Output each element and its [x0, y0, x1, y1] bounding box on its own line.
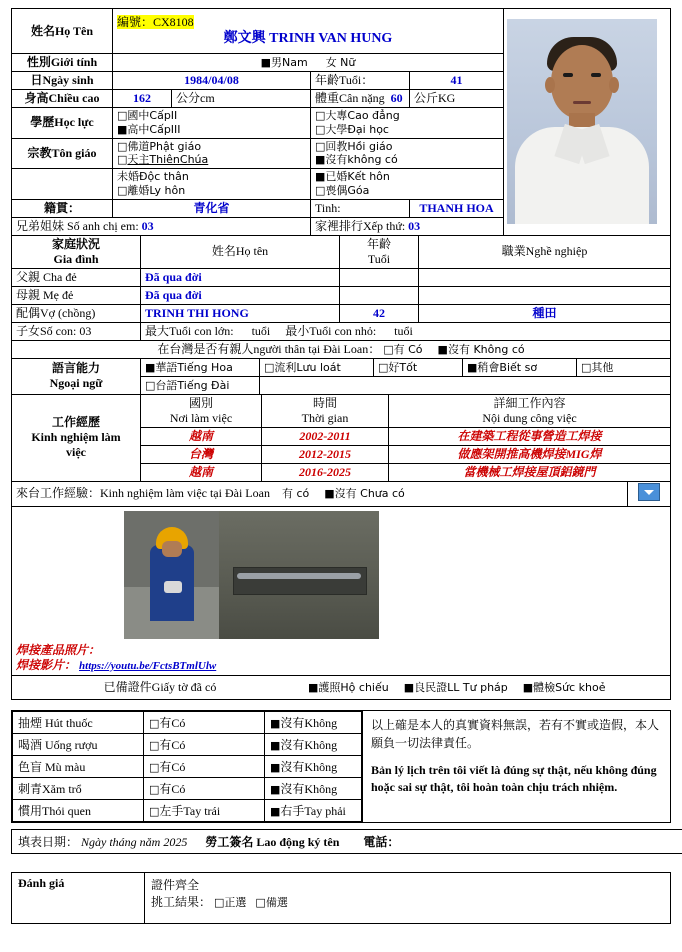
- lang-taiwanese-option[interactable]: □台語Tiếng Đài: [145, 378, 230, 392]
- exp-content-header: 詳細工作內容 Nội dung công việc: [389, 394, 671, 427]
- marital-married[interactable]: ■已婚Kết hôn: [315, 170, 390, 183]
- family-header: 家庭狀況 Gia đình: [12, 235, 141, 268]
- rel-option-muslim[interactable]: □回教Hồi giáo: [315, 139, 393, 153]
- habit-no-colorblind[interactable]: ■沒有Không: [265, 756, 362, 778]
- exp-country-1: 越南: [141, 427, 262, 445]
- religion-col1: [113, 138, 311, 169]
- height-label: 身高Chiều cao: [12, 90, 113, 108]
- signature-row: [11, 829, 682, 854]
- taiwan-exp-cell: 來台工作經驗：Kinh nghiệm làm việc tại Đài Loan 有 có ■沒有 Chưa có: [12, 481, 628, 506]
- lang-taiwanese-level: [260, 376, 671, 394]
- family-age-father: [340, 268, 419, 286]
- language-label: 語言能力 Ngoại ngữ: [12, 358, 141, 394]
- rel-option-none[interactable]: ■沒有không có: [315, 153, 398, 167]
- marital-single[interactable]: 未婚Độc thân: [117, 170, 189, 183]
- province-label: Tinh:: [311, 199, 410, 217]
- exp-time-1: 2002-2011: [262, 427, 389, 445]
- lang-taiwanese-cell: [141, 376, 260, 394]
- religion-col2: [311, 138, 504, 169]
- lang-chinese-option[interactable]: ■華語Tiếng Hoa: [145, 360, 233, 374]
- table-row: [12, 286, 671, 304]
- edu-option-junior[interactable]: □國中CấpII: [117, 109, 178, 122]
- habit-no-tattoo[interactable]: ■沒有Không: [265, 778, 362, 800]
- marital-divorced[interactable]: □離婚Ly hôn: [117, 183, 186, 197]
- work-photos-cell: [12, 506, 671, 676]
- fill-date-value: Ngày tháng năm 2025: [81, 835, 188, 850]
- table-row: [12, 340, 671, 358]
- table-row: [13, 778, 362, 800]
- siblings-cell: 兄弟姐妹 Số anh chị em: 03: [12, 217, 311, 235]
- eval-primary-option[interactable]: □正選: [214, 896, 247, 910]
- exp-country-2: 台灣: [141, 445, 262, 463]
- family-rel-father: 父親 Cha đẻ: [12, 268, 141, 286]
- family-rel-spouse: 配偶Vợ (chồng): [12, 304, 141, 322]
- edu-option-college[interactable]: □大專Cao đẳng: [315, 109, 400, 122]
- table-row: [12, 506, 671, 676]
- birth-label: 日Ngày sinh: [12, 72, 113, 90]
- evaluation-table: [11, 872, 671, 924]
- table-row: [13, 712, 362, 734]
- siblings-value: 03: [141, 218, 154, 233]
- doc-passport-option[interactable]: ■護照Hộ chiếu: [308, 681, 389, 695]
- lang-fluent-option[interactable]: □流利Lưu loát: [264, 360, 341, 374]
- family-age-header: 年齡 Tuổi: [340, 235, 419, 268]
- religion-label: 宗教Tôn giáo: [12, 138, 113, 169]
- photo-caption-label: 焊接產品照片：: [16, 642, 101, 657]
- documents-label: 已備證件Giấy tờ đã có: [103, 680, 217, 695]
- family-job-mother: [419, 286, 671, 304]
- work-photo-group: [16, 511, 670, 639]
- habits-declaration-table: [11, 710, 671, 823]
- documents-row: [12, 676, 671, 700]
- experience-table: [11, 394, 671, 482]
- evaluation-content: [145, 873, 671, 924]
- name-label: 姓名Họ Tên: [12, 9, 113, 54]
- table-row: [12, 322, 671, 340]
- lang-good-option[interactable]: □好Tốt: [378, 360, 418, 374]
- exp-country-header: 國別 Nơi làm việc: [141, 394, 262, 427]
- education-col2: [311, 108, 504, 139]
- id-value: CX8108: [153, 14, 194, 29]
- table-row: [13, 800, 362, 822]
- habit-yes-hand[interactable]: □左手Tay trái: [144, 800, 265, 822]
- weight-unit: 公斤KG: [410, 90, 504, 108]
- experience-label: 工作經歷 Kinh nghiệm làm việc: [12, 394, 141, 481]
- marital-col2: [311, 169, 504, 200]
- language-table: [11, 358, 671, 395]
- habit-no-drink[interactable]: ■沒有Không: [265, 734, 362, 756]
- taiwan-rel-no[interactable]: ■沒有 Không có: [437, 342, 525, 356]
- habit-label-drink: 喝酒 Uống rượu: [13, 734, 144, 756]
- table-row: [12, 481, 671, 506]
- habit-yes-smoke[interactable]: □有Có: [144, 712, 265, 734]
- rel-option-catholic[interactable]: □天主ThiênChúa: [117, 153, 209, 167]
- lang-little-option[interactable]: ■稍會Biết sơ: [467, 360, 538, 374]
- children-ages: 最大Tuổi con lớn: tuổi 最小Tuổi con nhỏ: tuổi: [141, 322, 671, 340]
- marital-widowed[interactable]: □喪偶Góa: [315, 183, 370, 197]
- gender-label: 性別Giới tính: [12, 54, 113, 72]
- family-job-header: 職業Nghề nghiệp: [419, 235, 671, 268]
- dropdown-cell: [628, 481, 671, 506]
- family-job-father: [419, 268, 671, 286]
- eval-result-line: 挑工結果： □正選 □備選: [151, 895, 288, 910]
- exp-time-3: 2016-2025: [262, 463, 389, 481]
- family-name-mother: Đã qua đời: [141, 286, 340, 304]
- habit-label-hand: 慣用Thói quen: [13, 800, 144, 822]
- table-row: [12, 9, 671, 54]
- video-caption-label: 焊接影片：: [16, 657, 77, 672]
- habits-table: [12, 711, 362, 822]
- table-row: [12, 676, 671, 700]
- gender-female-option[interactable]: 女 Nữ: [325, 56, 356, 69]
- province-value: THANH HOA: [410, 199, 504, 217]
- family-name-header: 姓名Họ tên: [141, 235, 340, 268]
- exp-content-3: 當機械工焊接屋頂鋁鏡門: [389, 463, 671, 481]
- declaration-cell: [363, 711, 671, 823]
- name-cell: [113, 9, 504, 54]
- fill-date-label: 填表日期：: [18, 835, 79, 850]
- welder-photo: [124, 511, 219, 639]
- documents-options: [304, 679, 666, 696]
- table-row: [12, 235, 671, 268]
- weight-label: 體重Cân nặng 60: [311, 90, 410, 108]
- age-value: 41: [410, 72, 504, 90]
- taiwan-rel-yes[interactable]: □有 Có: [383, 342, 423, 356]
- education-label: 學歷Học lực: [12, 108, 113, 139]
- height-unit: 公分cm: [172, 90, 311, 108]
- signature-label: 勞工簽名 Lao động ký tên: [205, 835, 340, 850]
- main-form-table: [11, 8, 671, 236]
- declaration-vietnamese: Bản lý lịch trên tôi viết là đúng sự thật, nếu không đúng hoặc sai sự thật, tôi hoàn toàn chịu trách nhiệm.: [371, 763, 657, 795]
- lang-good-cell: [374, 358, 463, 376]
- lang-fluent-cell: [260, 358, 374, 376]
- weld-product-photo: [219, 511, 379, 639]
- table-row: [12, 358, 671, 376]
- exp-content-1: 在建築工程從事營造工焊接: [389, 427, 671, 445]
- eval-backup-option[interactable]: □備選: [255, 896, 288, 910]
- table-row: [12, 304, 671, 322]
- education-col1: [113, 108, 311, 139]
- tw-exp-yes[interactable]: 有 có: [281, 487, 310, 500]
- habits-cell: [12, 711, 363, 823]
- origin-label: 籍貫：: [12, 199, 113, 217]
- video-link[interactable]: https://youtu.be/FctsBTmlUlw: [79, 659, 217, 672]
- edu-option-university[interactable]: □大學Đại học: [315, 122, 389, 136]
- marital-label-blank: [12, 169, 113, 200]
- birth-value: 1984/04/08: [113, 72, 311, 90]
- lang-little-cell: [463, 358, 577, 376]
- family-name-father: Đã qua đời: [141, 268, 340, 286]
- habit-label-colorblind: 色盲 Mù màu: [13, 756, 144, 778]
- family-job-spouse: 種田: [419, 304, 671, 322]
- family-table: [11, 235, 671, 359]
- family-name-spouse: TRINH THI HONG: [141, 304, 340, 322]
- family-age-mother: [340, 286, 419, 304]
- table-row: [13, 734, 362, 756]
- age-label: 年齡Tuổi：: [311, 72, 410, 90]
- exp-time-2: 2012-2015: [262, 445, 389, 463]
- habit-label-tattoo: 刺青Xăm trổ: [13, 778, 144, 800]
- weight-value: 60: [390, 91, 403, 105]
- table-row: [12, 268, 671, 286]
- origin-value: 青化省: [113, 199, 311, 217]
- exp-time-header: 時間 Thời gian: [262, 394, 389, 427]
- children-label: 子女Số con: 03: [12, 322, 141, 340]
- family-rel-mother: 母親 Mẹ đẻ: [12, 286, 141, 304]
- marital-col1: [113, 169, 311, 200]
- habit-yes-colorblind[interactable]: □有Có: [144, 756, 265, 778]
- chevron-down-icon[interactable]: [638, 483, 660, 501]
- habit-label-smoke: 抽煙 Hút thuốc: [13, 712, 144, 734]
- rel-option-buddhist[interactable]: □佛道Phật giáo: [117, 139, 202, 153]
- habit-no-smoke[interactable]: ■沒有Không: [265, 712, 362, 734]
- exp-country-3: 越南: [141, 463, 262, 481]
- gender-male-option[interactable]: ■男Nam: [260, 56, 308, 69]
- rank-value: 03: [408, 218, 421, 233]
- edu-option-senior[interactable]: ■高中CấpIII: [117, 122, 181, 136]
- evaluation-label: Đánh giá: [12, 873, 145, 924]
- table-row: [12, 394, 671, 427]
- table-row: [13, 756, 362, 778]
- lang-chinese-cell: [141, 358, 260, 376]
- taiwan-relatives-cell: 在台灣是否有親人người thân tại Đài Loan： □有 Có ■沒有 Không có: [12, 340, 671, 358]
- photo-cell: [504, 9, 671, 236]
- lang-other-cell: [577, 358, 671, 376]
- applicant-photo: [507, 19, 657, 224]
- habit-yes-tattoo[interactable]: □有Có: [144, 778, 265, 800]
- taiwan-experience-table: [11, 481, 671, 701]
- habit-no-hand[interactable]: ■右手Tay phải: [265, 800, 362, 822]
- applicant-name: 鄭文興 TRINH VAN HUNG: [223, 30, 393, 46]
- rank-cell: 家裡排行Xếp thứ: 03: [311, 217, 504, 235]
- tw-exp-no[interactable]: ■沒有 Chưa có: [324, 487, 405, 500]
- doc-police-option[interactable]: ■良民證LL Tư pháp: [403, 681, 508, 695]
- id-label: 編號：: [117, 14, 154, 29]
- eval-docs-line: 證件齊全: [151, 878, 200, 893]
- declaration-chinese: 以上確是本人的真實資料無誤，若有不實或造假，本人願負一切法律責任。: [371, 718, 660, 750]
- exp-content-2: 做應架開推高機焊接MIG焊: [389, 445, 671, 463]
- resume-document: [0, 8, 682, 924]
- gender-cell: [113, 54, 504, 72]
- lang-other-option[interactable]: □其他: [581, 360, 614, 374]
- habit-yes-drink[interactable]: □有Có: [144, 734, 265, 756]
- height-value: 162: [113, 90, 172, 108]
- table-row: [12, 873, 671, 924]
- table-row: [12, 711, 671, 823]
- phone-label: 電話：: [363, 835, 400, 850]
- family-age-spouse: 42: [340, 304, 419, 322]
- doc-health-option[interactable]: ■體檢Sức khoẻ: [522, 681, 606, 695]
